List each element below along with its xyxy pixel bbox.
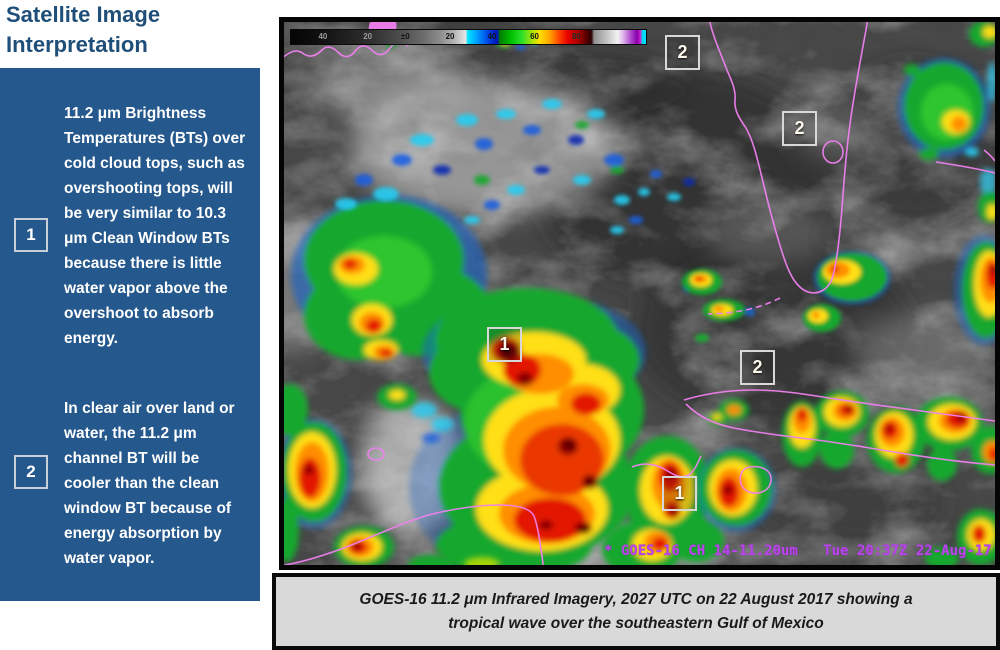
map-marker-1-cold-cloud-top: 1 [662, 476, 697, 511]
ir-colorbar [290, 29, 647, 45]
colorbar-tick: 40 [318, 32, 328, 41]
satellite-map-svg [284, 22, 995, 565]
callout-2-number: 2 [26, 462, 36, 481]
satellite-image [284, 22, 995, 565]
map-marker-2-clear-air: 2 [740, 350, 775, 385]
callout-1-badge [14, 218, 48, 252]
colorbar-tick: 60 [530, 32, 539, 41]
colorbar-tick: ±0 [400, 32, 410, 41]
satellite-frame [279, 17, 1000, 570]
callout-1-number: 1 [26, 225, 36, 244]
page-title-line2: Interpretation [6, 32, 148, 57]
map-marker-1-overshooting-top: 1 [487, 327, 522, 362]
caption-box [272, 573, 1000, 650]
map-marker-2-florida-panhandle: 2 [665, 35, 700, 70]
interpretation-panel [0, 68, 260, 601]
colorbar-tick: 40 [487, 32, 497, 41]
colorbar-tick: 20 [363, 32, 373, 41]
caption-line1: GOES-16 11.2 μm Infrared Imagery, 2027 UTC on 22 August 2017 showing a [359, 590, 913, 608]
caption-line2: tropical wave over the southeastern Gulf of Mexico [448, 614, 824, 632]
satellite-timestamp: * GOES-16 CH 14-11.20um Tue 20:37Z 22-Aug-17 [604, 543, 992, 559]
colorbar-tick: 20 [445, 32, 455, 41]
callout-2-text: In clear air over land or water, the 11.2 μm channel BT will be cooler than the clean window BT because of energy absorption by water vapor. [64, 400, 235, 567]
map-marker-2-florida: 2 [782, 111, 817, 146]
page-title-line1: Satellite Image [6, 2, 161, 27]
callout-1-text: 11.2 μm Brightness Temperatures (BTs) over cold cloud tops, such as overshooting tops, will be very similar to 10.3 μm Clean Window BTs because there is little water vapor above the overshoot to absorb energy. [64, 105, 246, 347]
colorbar-tick: 80 [571, 32, 581, 41]
callout-2-badge [14, 455, 48, 489]
page-title [6, 0, 256, 60]
